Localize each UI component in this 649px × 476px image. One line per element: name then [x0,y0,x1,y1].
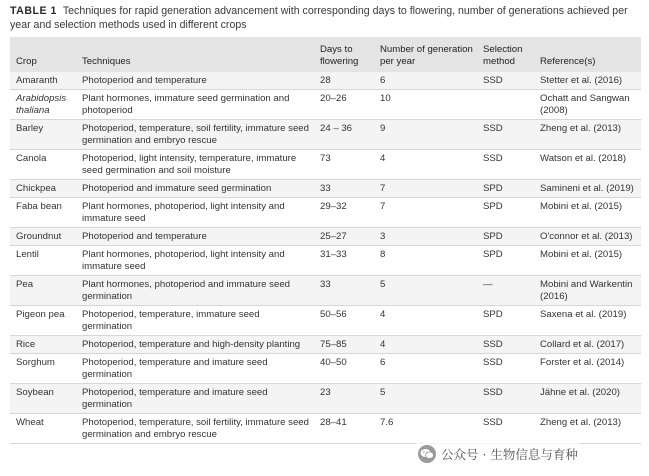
cell-reference: O'connor et al. (2013) [534,228,641,246]
cell-techniques: Photoperiod, temperature, soil fertility, immature seed germination and embryo rescue [76,120,314,150]
table-row [10,414,641,444]
table-row [10,276,641,306]
cell-reference: Ochatt and Sangwan (2008) [534,90,641,120]
cell-crop: Sorghum [10,354,76,384]
table-row [10,384,641,414]
cell-crop: Wheat [10,414,76,444]
table-row [10,180,641,198]
cell-generations-per-year: 9 [374,120,477,150]
cell-crop: Rice [10,336,76,354]
cell-crop: Arabidopsis thaliana [10,90,76,120]
table-row [10,228,641,246]
cell-generations-per-year: 10 [374,90,477,120]
cell-selection-method: SPD [477,198,534,228]
cell-crop: Barley [10,120,76,150]
cell-reference: Watson et al. (2018) [534,150,641,180]
table-row [10,198,641,228]
cell-days-to-flowering: 29–32 [314,198,374,228]
cell-days-to-flowering: 25–27 [314,228,374,246]
cell-techniques: Photoperiod and temperature [76,72,314,90]
cell-generations-per-year: 4 [374,336,477,354]
header-crop: Crop [10,37,76,72]
cell-selection-method: SPD [477,246,534,276]
cell-selection-method: SSD [477,354,534,384]
cell-selection-method: SSD [477,384,534,414]
cell-days-to-flowering: 40–50 [314,354,374,384]
table-row [10,306,641,336]
cell-generations-per-year: 4 [374,306,477,336]
cell-selection-method: SPD [477,180,534,198]
cell-techniques: Plant hormones, photoperiod, light intensity and immature seed [76,198,314,228]
cell-crop: Pigeon pea [10,306,76,336]
cell-reference: Mobini et al. (2015) [534,246,641,276]
cell-generations-per-year: 8 [374,246,477,276]
cell-reference: Saxena et al. (2019) [534,306,641,336]
table-row [10,246,641,276]
crop-table-container [10,37,641,444]
cell-techniques: Photoperiod, temperature and high-density planting [76,336,314,354]
cell-days-to-flowering: 73 [314,150,374,180]
cell-crop: Pea [10,276,76,306]
cell-techniques: Photoperiod, light intensity, temperature, immature seed germination and soil moisture [76,150,314,180]
table-body [10,72,641,444]
cell-reference: Forster et al. (2014) [534,354,641,384]
cell-days-to-flowering: 23 [314,384,374,414]
cell-techniques: Photoperiod, temperature, soil fertility, immature seed germination and embryo rescue [76,414,314,444]
cell-days-to-flowering: 33 [314,180,374,198]
table-row [10,150,641,180]
cell-days-to-flowering: 28–41 [314,414,374,444]
cell-generations-per-year: 5 [374,276,477,306]
header-selection-method: Selection method [477,37,534,72]
cell-techniques: Plant hormones, photoperiod, light intensity and immature seed [76,246,314,276]
cell-crop: Chickpea [10,180,76,198]
cell-selection-method: SPD [477,228,534,246]
crop-table [10,37,641,444]
cell-crop: Faba bean [10,198,76,228]
cell-crop: Amaranth [10,72,76,90]
cell-generations-per-year: 6 [374,72,477,90]
cell-days-to-flowering: 75–85 [314,336,374,354]
cell-generations-per-year: 7 [374,180,477,198]
cell-days-to-flowering: 24 – 36 [314,120,374,150]
cell-generations-per-year: 7 [374,198,477,228]
cell-selection-method: — [477,276,534,306]
table-caption [10,4,642,32]
cell-reference: Jähne et al. (2020) [534,384,641,414]
cell-generations-per-year: 3 [374,228,477,246]
cell-days-to-flowering: 20–26 [314,90,374,120]
table-row [10,72,641,90]
cell-days-to-flowering: 50–56 [314,306,374,336]
watermark [414,443,582,465]
cell-reference: Stetter et al. (2016) [534,72,641,90]
table-row [10,336,641,354]
cell-selection-method: SSD [477,120,534,150]
cell-selection-method: SSD [477,336,534,354]
wechat-icon [418,445,436,463]
cell-techniques: Photoperiod and temperature [76,228,314,246]
cell-generations-per-year: 4 [374,150,477,180]
cell-crop: Soybean [10,384,76,414]
cell-selection-method: SSD [477,414,534,444]
header-references: Reference(s) [534,37,641,72]
header-techniques: Techniques [76,37,314,72]
cell-selection-method [477,90,534,120]
cell-techniques: Photoperiod and immature seed germination [76,180,314,198]
cell-reference: Zheng et al. (2013) [534,414,641,444]
cell-crop: Groundnut [10,228,76,246]
cell-selection-method: SPD [477,306,534,336]
table-header-row [10,37,641,72]
table-row [10,354,641,384]
cell-reference: Mobini et al. (2015) [534,198,641,228]
watermark-text: 公众号 · 生物信息与育种 [441,447,578,462]
cell-reference: Collard et al. (2017) [534,336,641,354]
table-row [10,120,641,150]
cell-selection-method: SSD [477,72,534,90]
cell-days-to-flowering: 33 [314,276,374,306]
table-label: TABLE 1 [10,5,57,17]
table-caption-text: Techniques for rapid generation advancement with corresponding days to flowering, number of generations achieved per year and selection methods used in different crops [10,5,628,31]
cell-selection-method: SSD [477,150,534,180]
cell-crop: Canola [10,150,76,180]
header-generations-per-year: Number of generation per year [374,37,477,72]
cell-crop: Lentil [10,246,76,276]
cell-techniques: Photoperiod, temperature and imature seed germination [76,354,314,384]
cell-techniques: Plant hormones, immature seed germination and photoperiod [76,90,314,120]
cell-techniques: Plant hormones, photoperiod and immature seed germination [76,276,314,306]
cell-techniques: Photoperiod, temperature and imature seed germination [76,384,314,414]
cell-days-to-flowering: 31–33 [314,246,374,276]
header-days-to-flowering: Days to flowering [314,37,374,72]
cell-reference: Zheng et al. (2013) [534,120,641,150]
cell-reference: Samineni et al. (2019) [534,180,641,198]
cell-techniques: Photoperiod, temperature, immature seed germination [76,306,314,336]
cell-generations-per-year: 5 [374,384,477,414]
cell-generations-per-year: 6 [374,354,477,384]
cell-days-to-flowering: 28 [314,72,374,90]
table-row [10,90,641,120]
cell-generations-per-year: 7.6 [374,414,477,444]
cell-reference: Mobini and Warkentin (2016) [534,276,641,306]
